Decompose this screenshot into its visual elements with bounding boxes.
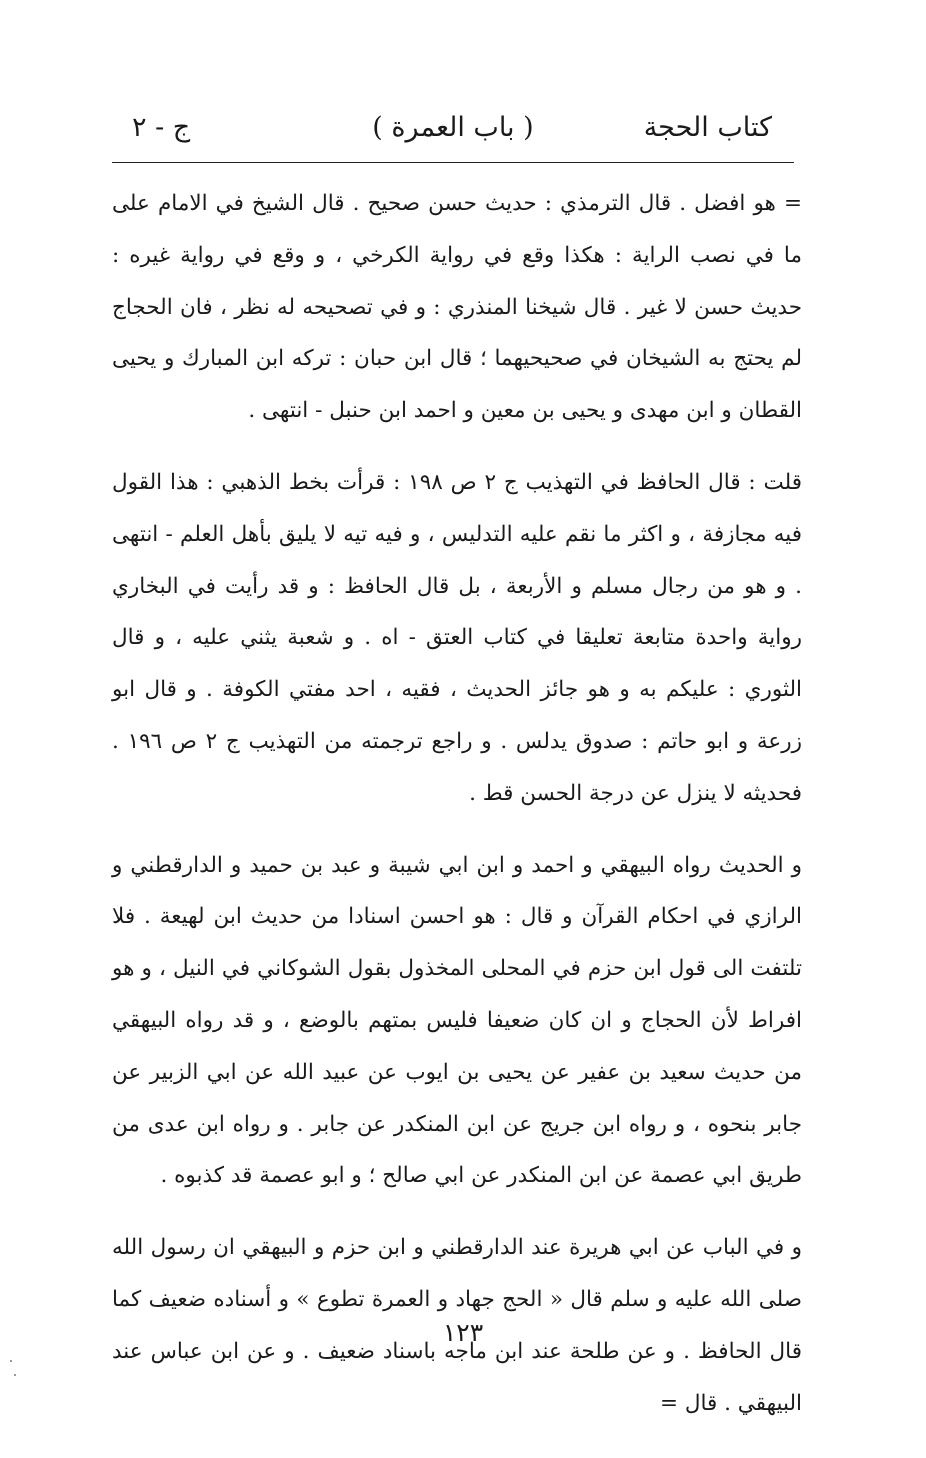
- paragraph: و في الباب عن ابي هريرة عند الدارقطني و ابن حزم و البيهقي ان رسول الله صلى الله عليه و سلم قال « الحج جهاد و العمرة تطوع » و أسناده ضعيف كما قال الحافظ . و عن طلحة عند ابن ماجه باسناد ضعيف . و عن ابن عباس عند البيهقي . قال =: [112, 1235, 802, 1416]
- running-head: [112, 112, 794, 160]
- chapter-title: ( باب العمرة ): [372, 112, 534, 143]
- scan-speck: [10, 1360, 12, 1362]
- scan-speck: [14, 1374, 16, 1376]
- page-body: [112, 178, 802, 1429]
- volume-number: ج - ٢: [132, 112, 191, 143]
- paragraph: = هو افضل . قال الترمذي : حديث حسن صحيح . قال الشيخ في الامام على ما في نصب الراية : هكذا وقع في رواية الكرخي ، و وقع في رواية غيره : حديث حسن لا غير . قال شيخنا المنذري : و في تصحيحه له نظر ، فان الحجاج لم يحتج به الشيخان في صحيحيهما ؛ قال ابن حبان : تركه ابن المبارك و يحيى القطان و ابن مهدى و يحيى بن معين و احمد ابن حنبل - انتهى .: [112, 191, 802, 424]
- page-number: ١٢٣: [442, 1318, 484, 1347]
- paragraph: قلت : قال الحافظ في التهذيب ج ٢ ص ١٩٨ : قرأت بخط الذهبي : هذا القول فيه مجازفة ، و اكثر ما نقم عليه التدليس ، و فيه تيه لا يليق بأهل العلم - انتهى . و هو من رجال مسلم و الأربعة ، بل قال الحافظ : و قد رأيت في البخاري رواية واحدة متابعة تعليقا في كتاب العتق - اه . و شعبة يثني عليه ، و قال الثوري : عليكم به و هو جائز الحديث ، فقيه ، احد مفتي الكوفة . و قال ابو زرعة و ابو حاتم : صدوق يدلس . و راجع ترجمته من التهذيب ج ٢ ص ١٩٦ . فحديثه لا ينزل عن درجة الحسن قط .: [112, 469, 802, 806]
- book-title: كتاب الحجة: [643, 112, 772, 143]
- header-rule: [112, 162, 794, 163]
- paragraph: و الحديث رواه البيهقي و احمد و ابن ابي شيبة و عبد بن حميد و الدارقطني و الرازي في احكام القرآن و قال : هو احسن اسنادا من حديث ابن لهيعة . فلا تلتفت الى قول ابن حزم في المحلى المخذول بقول الشوكاني في النيل ، و هو افراط لأن الحجاج و ان كان ضعيفا فليس بمتهم بالوضع ، و قد رواه البيهقي من حديث سعيد بن عفير عن يحيى بن ايوب عن عبيد الله عن ابي الزبير عن جابر بنحوه ، و رواه ابن جريج عن ابن المنكدر عن جابر . و رواه ابن عدى من طريق ابي عصمة عن ابن المنكدر عن ابي صالح ؛ و ابو عصمة قد كذبوه .: [112, 852, 802, 1189]
